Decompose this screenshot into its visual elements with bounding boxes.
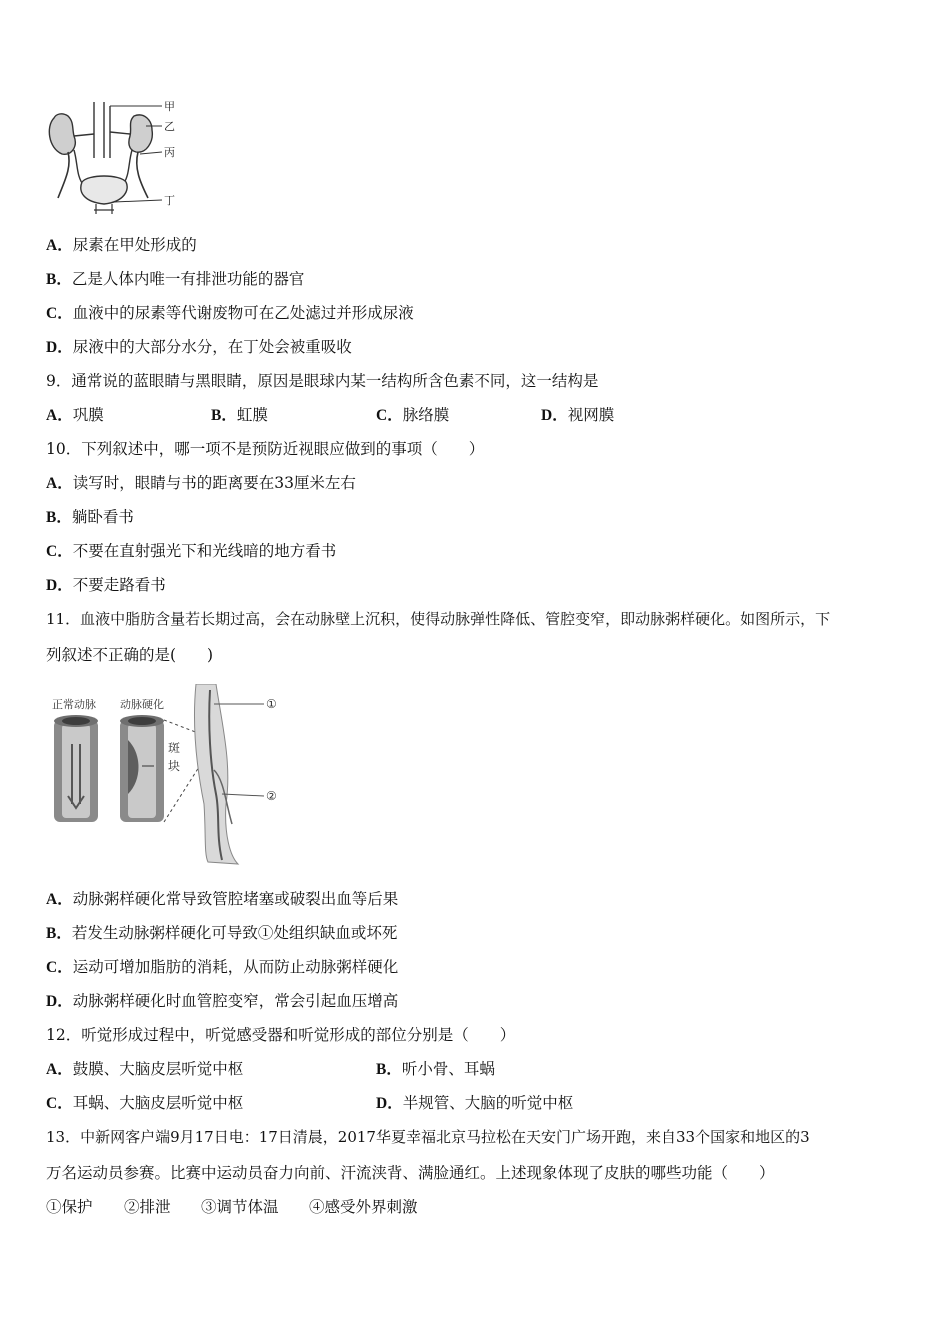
plaque-label-2: 块 bbox=[168, 759, 181, 773]
q10-stem: 10．下列叙述中，哪一项不是预防近视眼应做到的事项（ ） bbox=[46, 440, 485, 458]
left-kidney bbox=[49, 114, 75, 154]
q12-option-a: A．鼓膜、大脑皮层听觉中枢 bbox=[46, 1060, 244, 1078]
q8-option-a: A．尿素在甲处形成的 bbox=[46, 236, 197, 254]
q10-option-d: D．不要走路看书 bbox=[46, 576, 166, 594]
q13-choice-1: ①保护 bbox=[46, 1198, 93, 1216]
q9-option-c: C．脉络膜 bbox=[376, 406, 450, 424]
q8-option-c: C．血液中的尿素等代谢废物可在乙处滤过并形成尿液 bbox=[46, 304, 414, 322]
label-bing: 丙 bbox=[164, 146, 175, 159]
hardened-artery-label: 动脉硬化 bbox=[120, 698, 164, 711]
normal-artery bbox=[54, 715, 98, 822]
label-ding: 丁 bbox=[164, 194, 175, 207]
leg-outline bbox=[194, 684, 238, 864]
label-yi: 乙 bbox=[164, 120, 175, 133]
q12-option-c: C．耳蜗、大脑皮层听觉中枢 bbox=[46, 1094, 244, 1112]
q13-stem-line2: 万名运动员参赛。比赛中运动员奋力向前、汗流浃背、满脸通红。上述现象体现了皮肤的哪些功能（ ） bbox=[46, 1164, 775, 1182]
label-jia: 甲 bbox=[164, 100, 175, 113]
q9-option-a: A．巩膜 bbox=[46, 406, 104, 424]
ureter-right bbox=[137, 152, 148, 198]
q12-option-b: B．听小骨、耳蜗 bbox=[376, 1060, 495, 1078]
q10-option-c: C．不要在直射强光下和光线暗的地方看书 bbox=[46, 542, 337, 560]
q12-stem: 12．听觉形成过程中，听觉感受器和听觉形成的部位分别是（ ） bbox=[46, 1026, 516, 1044]
normal-artery-label: 正常动脉 bbox=[52, 698, 96, 711]
q13-choice-2: ②排泄 bbox=[124, 1198, 171, 1216]
urinary-system-figure bbox=[44, 98, 194, 218]
right-kidney bbox=[129, 115, 152, 152]
aorta bbox=[94, 102, 110, 158]
q11-stem-line1: 11．血液中脂肪含量若长期过高，会在动脉壁上沉积，使得动脉弹性降低、管腔变窄，即动脉粥样硬化。如图所示，下 bbox=[46, 610, 831, 628]
marker-1: ① bbox=[266, 697, 277, 711]
q11-stem-line2: 列叙述不正确的是( ) bbox=[46, 646, 214, 664]
q11-option-d: D．动脉粥样硬化时血管腔变窄，常会引起血压增高 bbox=[46, 992, 399, 1010]
q8-option-b: B．乙是人体内唯一有排泄功能的器官 bbox=[46, 270, 305, 288]
marker-2: ② bbox=[266, 789, 277, 803]
q8-option-d: D．尿液中的大部分水分，在丁处会被重吸收 bbox=[46, 338, 352, 356]
q13-stem-line1: 13．中新网客户端9月17日电：17日清晨，2017华夏幸福北京马拉松在天安门广场开跑，来自33个国家和地区的3 bbox=[46, 1128, 810, 1146]
q9-option-d: D．视网膜 bbox=[541, 406, 615, 424]
urethra bbox=[94, 204, 114, 214]
q9-stem: 9．通常说的蓝眼睛与黑眼睛，原因是眼球内某一结构所含色素不同，这一结构是 bbox=[46, 372, 599, 390]
q9-option-b: B．虹膜 bbox=[211, 406, 268, 424]
q11-option-b: B．若发生动脉粥样硬化可导致①处组织缺血或坏死 bbox=[46, 924, 398, 942]
q13-choice-3: ③调节体温 bbox=[201, 1198, 279, 1216]
bladder bbox=[81, 176, 127, 204]
q11-option-c: C．运动可增加脂肪的消耗，从而防止动脉粥样硬化 bbox=[46, 958, 399, 976]
plaque-label-1: 斑 bbox=[168, 741, 181, 755]
q11-option-a: A．动脉粥样硬化常导致管腔堵塞或破裂出血等后果 bbox=[46, 890, 399, 908]
q10-option-a: A．读写时，眼睛与书的距离要在33厘米左右 bbox=[46, 474, 356, 492]
q13-choice-4: ④感受外界刺激 bbox=[309, 1198, 418, 1216]
ureter-left bbox=[58, 152, 69, 198]
artery-figure bbox=[46, 684, 296, 866]
q10-option-b: B．躺卧看书 bbox=[46, 508, 134, 526]
hardened-artery bbox=[120, 715, 164, 822]
q12-option-d: D．半规管、大脑的听觉中枢 bbox=[376, 1094, 574, 1112]
renal-vessels bbox=[74, 132, 130, 136]
